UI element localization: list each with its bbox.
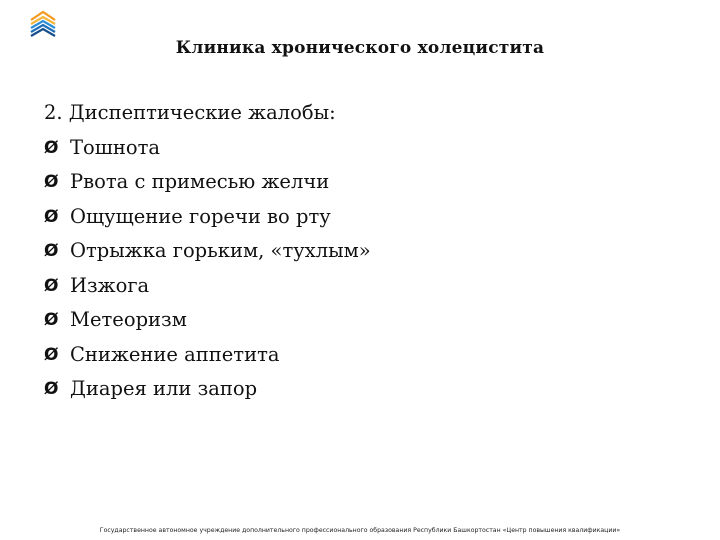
list-item-label: Отрыжка горьким, «тухлым» xyxy=(70,239,371,262)
list-item xyxy=(44,234,684,269)
slide-body xyxy=(44,96,684,407)
list-item xyxy=(44,200,684,235)
list-item xyxy=(44,131,684,166)
list-item xyxy=(44,165,684,200)
list-item-label: Тошнота xyxy=(70,135,161,159)
section-intro: 2. Диспептические жалобы: xyxy=(44,101,336,124)
list-item xyxy=(44,372,684,407)
list-item-label: Снижение аппетита xyxy=(70,342,280,366)
arrow-bullet-icon: Ø xyxy=(44,344,59,365)
list-item-label: Метеоризм xyxy=(70,308,187,331)
footer-organization: Государственное автономное учреждение дополнительного профессионального образования Республики Башкортостан «Центр повышения квалификации» xyxy=(99,527,621,534)
list-item-label: Рвота с примесью желчи xyxy=(70,170,330,193)
arrow-bullet-icon: Ø xyxy=(44,379,59,399)
arrow-bullet-icon: Ø xyxy=(44,172,59,192)
list-item xyxy=(44,338,684,373)
arrow-bullet-icon: Ø xyxy=(44,275,59,296)
arrow-bullet-icon: Ø xyxy=(44,241,59,261)
arrow-bullet-icon: Ø xyxy=(44,206,59,227)
slide-title: Клиника хронического холецистита xyxy=(175,38,545,58)
arrow-bullet-icon: Ø xyxy=(44,310,59,330)
list-item-label: Изжога xyxy=(70,273,150,297)
list-item xyxy=(44,303,684,338)
list-item-label: Диарея или запор xyxy=(70,377,258,400)
book-stack-logo-icon xyxy=(28,10,58,38)
list-item-label: Ощущение горечи во рту xyxy=(70,204,331,228)
complaint-list xyxy=(44,131,684,407)
arrow-bullet-icon: Ø xyxy=(44,137,59,158)
list-item xyxy=(44,269,684,304)
